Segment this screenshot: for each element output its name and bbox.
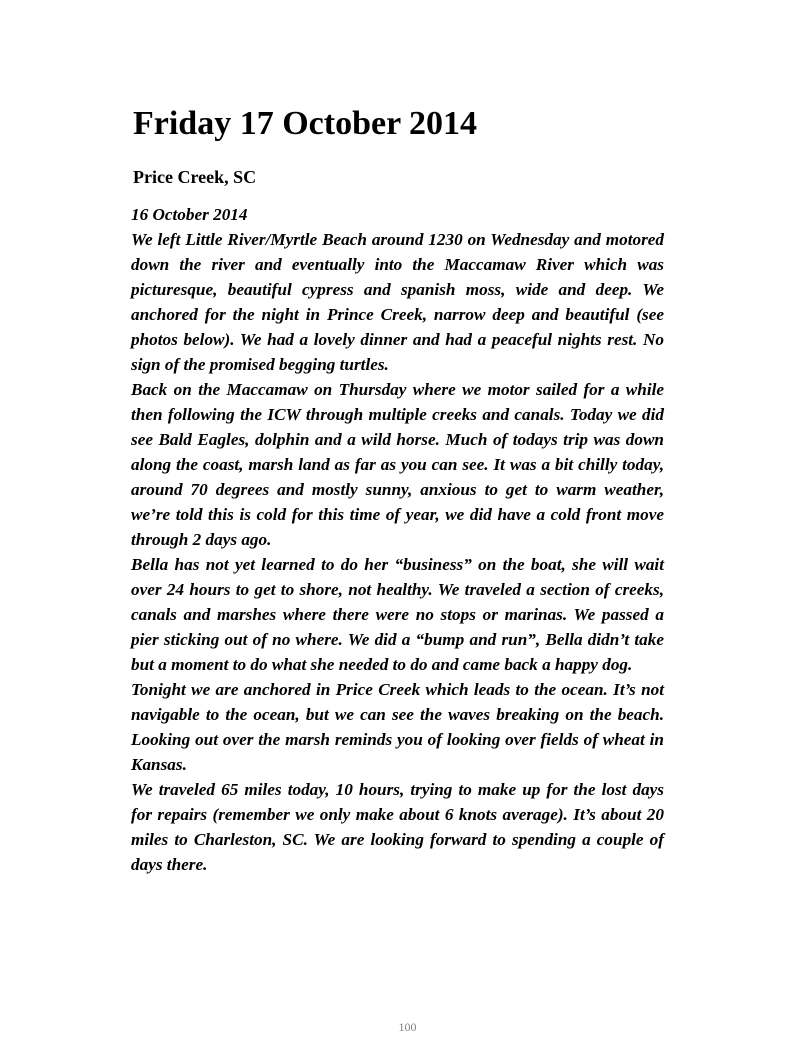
entry-paragraph: Bella has not yet learned to do her “business” on the boat, she will wait over 24 hours to get to shore, not healthy. We traveled a section of creeks, canals and marshes where there were no stops or marinas. We passed a pier sticking out of no where. We did a “bump and run”, Bella didn’t take but a moment to do what she needed to do and came back a happy dog.: [131, 555, 664, 674]
entry-paragraph: We left Little River/Myrtle Beach around 1230 on Wednesday and motored down the river and eventually into the Maccamaw River which was picturesque, beautiful cypress and spanish moss, wide and deep. We anchored for the night in Prince Creek, narrow deep and beautiful (see photos below). We had a lovely dinner and had a peaceful nights rest. No sign of the promised begging turtles.: [131, 230, 664, 374]
entry-paragraph: Back on the Maccamaw on Thursday where we motor sailed for a while then following the ICW through multiple creeks and canals. Today we did see Bald Eagles, dolphin and a wild horse. Much of todays trip was down along the coast, marsh land as far as you can see. It was a bit chilly today, around 70 degrees and mostly sunny, anxious to get to warm weather, we’re told this is cold for this time of year, we did have a cold front move through 2 days ago.: [131, 380, 664, 549]
page-number: 100: [398, 1020, 417, 1034]
entry-date: 16 October 2014: [131, 205, 248, 224]
post-location: Price Creek, SC: [133, 167, 257, 187]
post-title: Friday 17 October 2014: [133, 105, 478, 142]
entry-paragraph: Tonight we are anchored in Price Creek which leads to the ocean. It’s not navigable to the ocean, but we can see the waves breaking on the beach. Looking out over the marsh reminds you of looking over fields of wheat in Kansas.: [131, 680, 664, 774]
entry-paragraph: We traveled 65 miles today, 10 hours, trying to make up for the lost days for repairs (remember we only make about 6 knots average). It’s about 20 miles to Charleston, SC. We are looking forward to spending a couple of days there.: [131, 780, 664, 874]
journal-entry: [131, 202, 664, 877]
